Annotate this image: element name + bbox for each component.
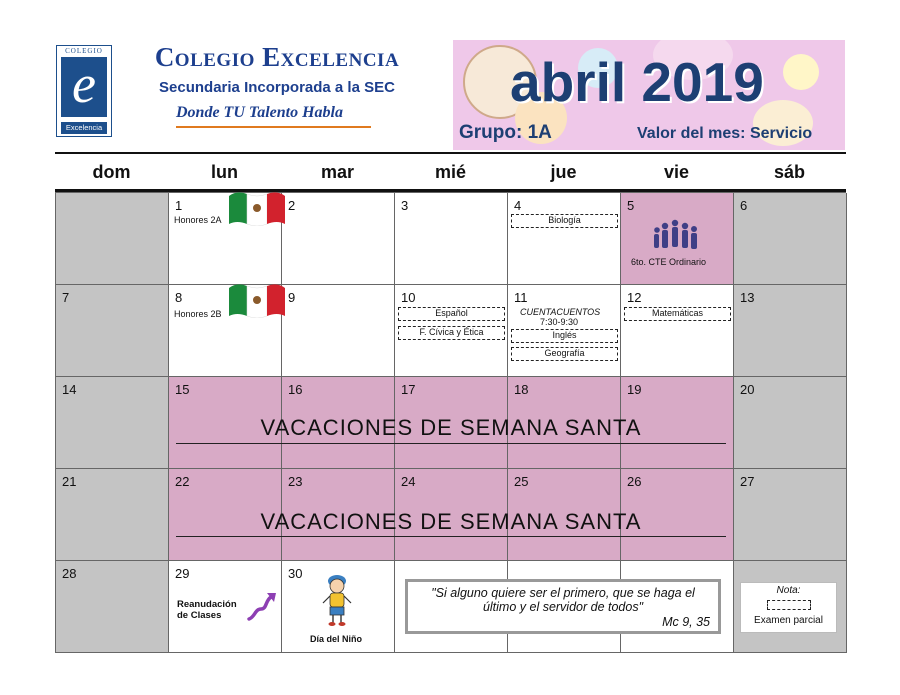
slogan-underline <box>176 126 371 128</box>
vacation-banner-week3: VACACIONES DE SEMANA SANTA <box>260 415 642 440</box>
vacation-underline-week3 <box>176 443 726 444</box>
event-cte: 6to. CTE Ordinario <box>631 257 707 267</box>
weekday-header <box>55 154 846 190</box>
day-number: 16 <box>288 382 303 397</box>
logo-bottom-text: Excelencia <box>61 122 107 134</box>
day-cell-30[interactable] <box>282 561 395 653</box>
day-number: 21 <box>62 474 77 489</box>
day-number: 7 <box>62 290 70 305</box>
event-matematicas: Matemáticas <box>624 307 731 321</box>
weekday-tue: mar <box>320 162 355 182</box>
day-number: 17 <box>401 382 416 397</box>
quote-reference: Mc 9, 35 <box>662 615 710 629</box>
event-civica: F. Cívica y Ética <box>398 326 505 340</box>
day-cell-14[interactable] <box>56 377 169 469</box>
day-number: 18 <box>514 382 529 397</box>
day-number: 2 <box>288 198 296 213</box>
event-cuentacuentos: CUENTACUENTOS <box>520 307 601 317</box>
day-cell-9[interactable] <box>282 285 395 377</box>
logo-top-text: COLEGIO <box>65 47 103 55</box>
day-number: 30 <box>288 566 303 581</box>
event-dia-nino: Día del Niño <box>310 634 363 644</box>
day-cell-13[interactable] <box>734 285 847 377</box>
day-number: 26 <box>627 474 642 489</box>
day-cell-10[interactable] <box>395 285 508 377</box>
day-number: 28 <box>62 566 77 581</box>
event-honores-2a: Honores 2A <box>174 215 222 225</box>
weekday-sun: dom <box>92 162 131 182</box>
weekday-thu: jue <box>550 162 577 182</box>
school-name: Colegio Excelencia <box>154 42 400 72</box>
day-number: 12 <box>627 290 642 305</box>
day-cell-3[interactable] <box>395 193 508 285</box>
legend-dashed-sample <box>767 600 811 610</box>
group-label: Grupo: 1A <box>459 122 552 143</box>
event-biologia: Biología <box>511 214 618 228</box>
day-number: 3 <box>401 198 409 213</box>
weekday-mon: lun <box>211 162 238 182</box>
day-number: 19 <box>627 382 642 397</box>
event-espanol: Español <box>398 307 505 321</box>
legend-exam-label: Examen parcial <box>754 615 823 626</box>
day-number: 6 <box>740 198 748 213</box>
day-cell-12[interactable] <box>621 285 734 377</box>
vacation-banner-week4: VACACIONES DE SEMANA SANTA <box>260 509 642 534</box>
event-honores-2b: Honores 2B <box>174 309 222 319</box>
day-number: 22 <box>175 474 190 489</box>
bible-quote-box <box>405 579 721 634</box>
mexico-flag-icon <box>227 190 287 226</box>
event-cuentacuentos-time: 7:30-9:30 <box>540 317 579 327</box>
month-title: abril 2019 <box>510 51 764 113</box>
day-number: 5 <box>627 198 635 213</box>
day-cell-6[interactable] <box>734 193 847 285</box>
logo-letter: e <box>72 54 96 114</box>
legend-note-label: Nota: <box>776 585 801 596</box>
day-number: 9 <box>288 290 296 305</box>
event-reanudacion-line1: Reanudación <box>177 599 237 610</box>
day-cell-28[interactable] <box>56 561 169 653</box>
event-geografia: Geografía <box>511 347 618 361</box>
day-cell-7[interactable] <box>56 285 169 377</box>
day-number: 1 <box>175 198 183 213</box>
day-number: 4 <box>514 198 522 213</box>
teachers-meeting-icon <box>651 217 703 255</box>
day-number: 23 <box>288 474 303 489</box>
day-number: 10 <box>401 290 416 305</box>
day-cell-4[interactable] <box>508 193 621 285</box>
day-number: 15 <box>175 382 190 397</box>
day-number: 11 <box>514 290 528 305</box>
event-reanudacion-line2: de Clases <box>177 610 222 621</box>
day-number: 24 <box>401 474 416 489</box>
event-ingles: Inglés <box>511 329 618 343</box>
day-number: 25 <box>514 474 529 489</box>
school-subtitle: Secundaria Incorporada a la SEC <box>159 79 395 96</box>
day-number: 27 <box>740 474 755 489</box>
day-cell-11[interactable] <box>508 285 621 377</box>
day-number: 14 <box>62 382 77 397</box>
day-cell-20[interactable] <box>734 377 847 469</box>
day-cell-5[interactable] <box>621 193 734 285</box>
day-cell-29[interactable] <box>169 561 282 653</box>
school-logo <box>56 45 112 137</box>
day-cell-empty <box>56 193 169 285</box>
logo-emblem <box>61 54 107 117</box>
weekday-sat: sáb <box>773 162 806 182</box>
value-of-month: Valor del mes: Servicio <box>637 125 813 142</box>
day-number: 8 <box>175 290 183 305</box>
day-number: 20 <box>740 382 755 397</box>
day-cell-27[interactable] <box>734 469 847 561</box>
weekday-fri: vie <box>663 162 690 182</box>
quote-text: "Si alguno quiere ser el primero, que se haga el último y el servidor de todos" <box>431 586 695 614</box>
day-cell-2[interactable] <box>282 193 395 285</box>
vacation-underline-week4 <box>176 536 726 537</box>
day-number: 29 <box>175 566 190 581</box>
weekday-wed: mié <box>434 162 467 182</box>
legend-note <box>741 583 836 632</box>
school-slogan: Donde TU Talento Habla <box>176 104 343 121</box>
day-number: 13 <box>740 290 755 305</box>
day-cell-21[interactable] <box>56 469 169 561</box>
mexico-flag-icon <box>227 282 287 318</box>
child-illustration-icon <box>320 571 354 627</box>
rising-arrow-icon <box>247 591 277 623</box>
